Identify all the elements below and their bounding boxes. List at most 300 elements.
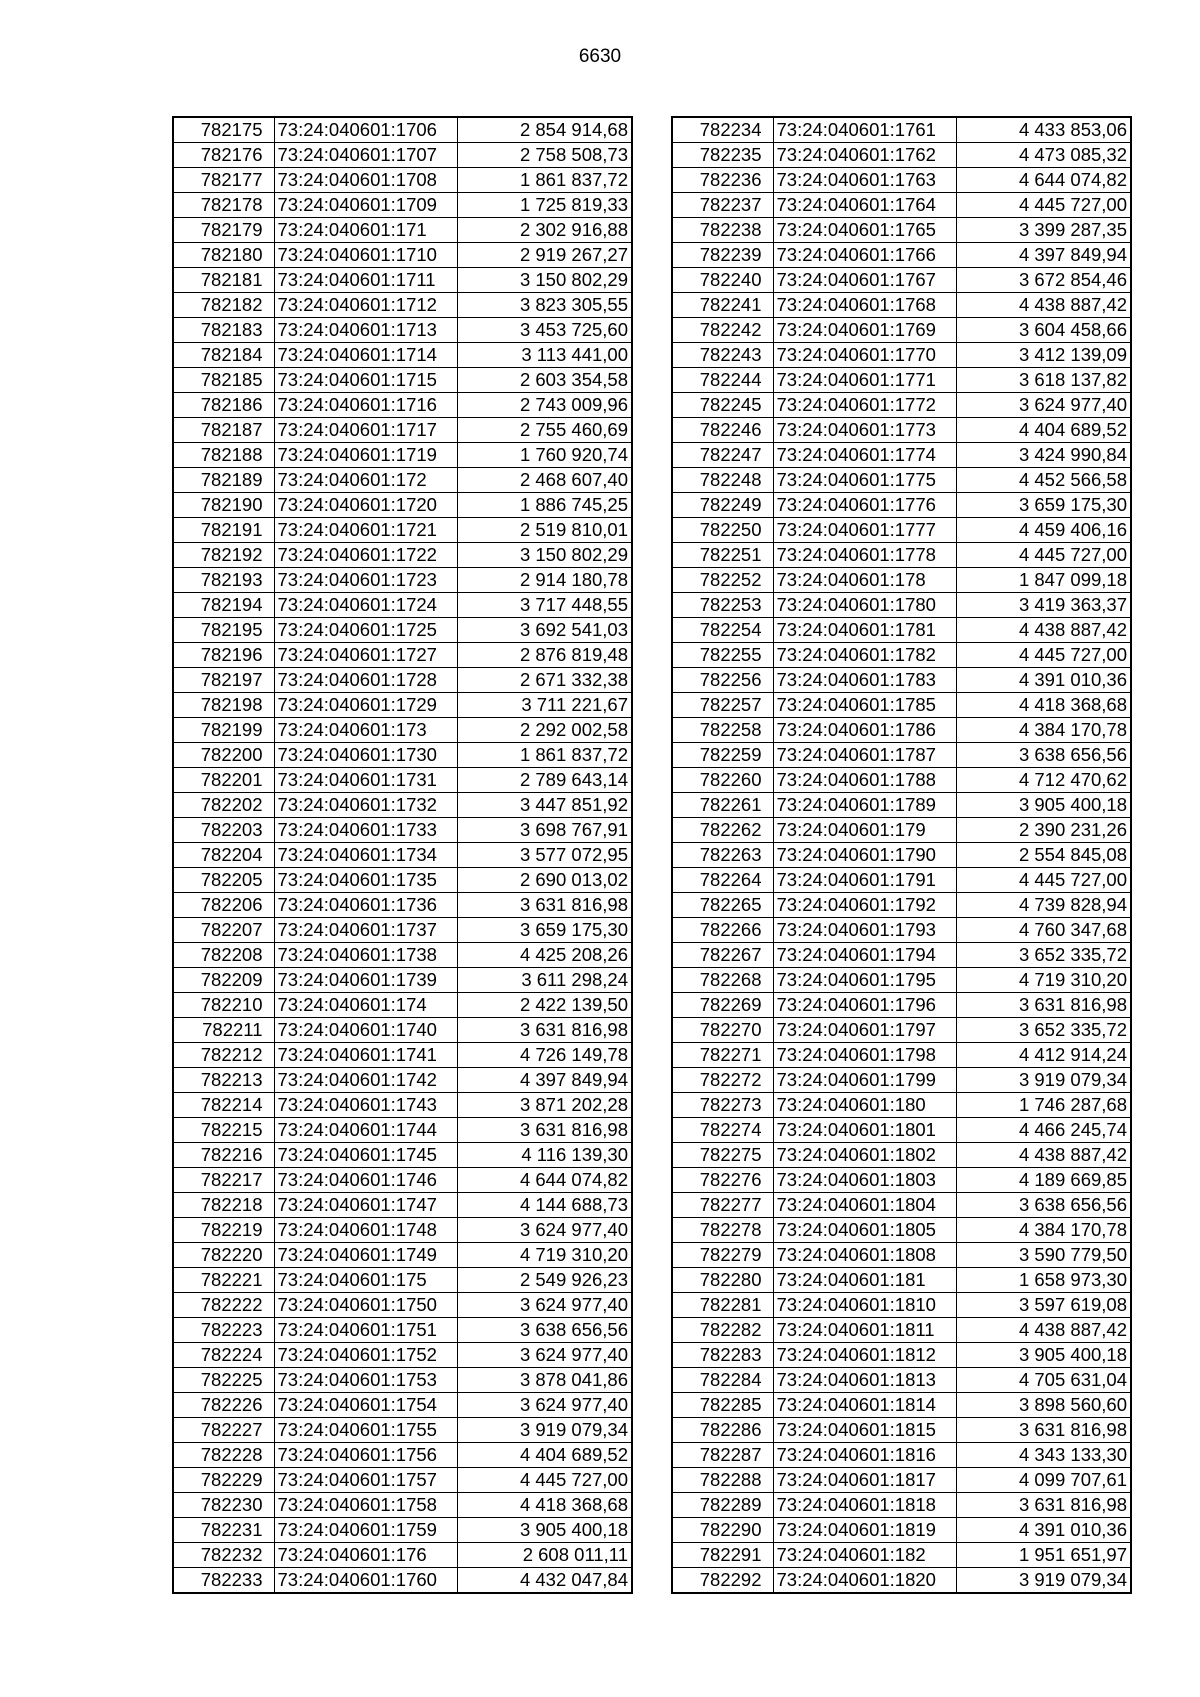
cadastral-number-cell: 73:24:040601:1772	[773, 393, 956, 418]
table-row	[672, 1268, 1131, 1293]
cadastral-number-cell: 73:24:040601:1818	[773, 1493, 956, 1518]
row-number-cell: 782253	[672, 593, 773, 618]
cadastral-number-cell: 73:24:040601:1706	[274, 117, 457, 143]
value-cell: 3 905 400,18	[956, 1343, 1131, 1368]
row-number-cell: 782188	[173, 443, 274, 468]
cadastral-number-cell: 73:24:040601:173	[274, 718, 457, 743]
row-number-cell: 782176	[173, 143, 274, 168]
cadastral-number-cell: 73:24:040601:1732	[274, 793, 457, 818]
value-cell: 2 755 460,69	[457, 418, 632, 443]
row-number-cell: 782233	[173, 1568, 274, 1594]
row-number-cell: 782236	[672, 168, 773, 193]
row-number-cell: 782238	[672, 218, 773, 243]
table-row	[672, 768, 1131, 793]
table-row	[672, 1118, 1131, 1143]
value-cell: 3 631 816,98	[956, 993, 1131, 1018]
table-row	[672, 1568, 1131, 1594]
table-row	[173, 1368, 632, 1393]
value-cell: 3 823 305,55	[457, 293, 632, 318]
row-number-cell: 782198	[173, 693, 274, 718]
value-cell: 4 438 887,42	[956, 1318, 1131, 1343]
table-row	[173, 943, 632, 968]
value-cell: 2 608 011,11	[457, 1543, 632, 1568]
value-cell: 3 624 977,40	[457, 1393, 632, 1418]
cadastral-number-cell: 73:24:040601:1797	[773, 1018, 956, 1043]
table-row	[173, 993, 632, 1018]
row-number-cell: 782240	[672, 268, 773, 293]
cadastral-number-cell: 73:24:040601:179	[773, 818, 956, 843]
value-cell: 4 445 727,00	[457, 1468, 632, 1493]
value-cell: 3 150 802,29	[457, 543, 632, 568]
row-number-cell: 782277	[672, 1193, 773, 1218]
cadastral-number-cell: 73:24:040601:1733	[274, 818, 457, 843]
cadastral-number-cell: 73:24:040601:1799	[773, 1068, 956, 1093]
table-row	[672, 418, 1131, 443]
table-row	[173, 168, 632, 193]
table-row	[672, 568, 1131, 593]
value-cell: 3 399 287,35	[956, 218, 1131, 243]
cadastral-number-cell: 73:24:040601:171	[274, 218, 457, 243]
value-cell: 4 144 688,73	[457, 1193, 632, 1218]
value-cell: 3 631 816,98	[956, 1493, 1131, 1518]
table-row	[672, 1518, 1131, 1543]
row-number-cell: 782195	[173, 618, 274, 643]
row-number-cell: 782200	[173, 743, 274, 768]
table-row	[672, 268, 1131, 293]
cadastral-number-cell: 73:24:040601:1745	[274, 1143, 457, 1168]
row-number-cell: 782265	[672, 893, 773, 918]
value-cell: 4 391 010,36	[956, 668, 1131, 693]
value-cell: 4 712 470,62	[956, 768, 1131, 793]
table-row	[173, 293, 632, 318]
table-row	[173, 1018, 632, 1043]
row-number-cell: 782222	[173, 1293, 274, 1318]
row-number-cell: 782292	[672, 1568, 773, 1594]
cadastral-number-cell: 73:24:040601:1793	[773, 918, 956, 943]
row-number-cell: 782213	[173, 1068, 274, 1093]
value-cell: 3 871 202,28	[457, 1093, 632, 1118]
value-cell: 4 116 139,30	[457, 1143, 632, 1168]
value-cell: 2 671 332,38	[457, 668, 632, 693]
row-number-cell: 782206	[173, 893, 274, 918]
table-row	[672, 693, 1131, 718]
row-number-cell: 782268	[672, 968, 773, 993]
value-cell: 1 847 099,18	[956, 568, 1131, 593]
cadastral-number-cell: 73:24:040601:1781	[773, 618, 956, 643]
table-row	[672, 243, 1131, 268]
table-row	[672, 1318, 1131, 1343]
row-number-cell: 782214	[173, 1093, 274, 1118]
row-number-cell: 782183	[173, 318, 274, 343]
table-row	[173, 218, 632, 243]
value-cell: 4 343 133,30	[956, 1443, 1131, 1468]
cadastral-number-cell: 73:24:040601:1727	[274, 643, 457, 668]
row-number-cell: 782281	[672, 1293, 773, 1318]
value-cell: 2 422 139,50	[457, 993, 632, 1018]
row-number-cell: 782218	[173, 1193, 274, 1218]
table-row	[672, 593, 1131, 618]
cadastral-number-cell: 73:24:040601:1754	[274, 1393, 457, 1418]
table-row	[672, 1143, 1131, 1168]
table-row	[672, 1468, 1131, 1493]
cadastral-number-cell: 73:24:040601:1814	[773, 1393, 956, 1418]
table-row	[173, 743, 632, 768]
cadastral-number-cell: 73:24:040601:1789	[773, 793, 956, 818]
cadastral-number-cell: 73:24:040601:1767	[773, 268, 956, 293]
row-number-cell: 782196	[173, 643, 274, 668]
row-number-cell: 782279	[672, 1243, 773, 1268]
cadastral-number-cell: 73:24:040601:1757	[274, 1468, 457, 1493]
cadastral-number-cell: 73:24:040601:1749	[274, 1243, 457, 1268]
value-cell: 3 631 816,98	[457, 1018, 632, 1043]
cadastral-number-cell: 73:24:040601:1791	[773, 868, 956, 893]
row-number-cell: 782186	[173, 393, 274, 418]
row-number-cell: 782241	[672, 293, 773, 318]
table-row	[173, 1093, 632, 1118]
value-cell: 1 886 745,25	[457, 493, 632, 518]
table-row	[173, 1143, 632, 1168]
row-number-cell: 782250	[672, 518, 773, 543]
cadastral-number-cell: 73:24:040601:1765	[773, 218, 956, 243]
table-row	[672, 518, 1131, 543]
table-row	[672, 618, 1131, 643]
cadastral-number-cell: 73:24:040601:1707	[274, 143, 457, 168]
value-cell: 3 412 139,09	[956, 343, 1131, 368]
row-number-cell: 782244	[672, 368, 773, 393]
table-row	[672, 968, 1131, 993]
table-row	[672, 1493, 1131, 1518]
value-cell: 4 445 727,00	[956, 193, 1131, 218]
table-row	[672, 168, 1131, 193]
row-number-cell: 782256	[672, 668, 773, 693]
table-row	[672, 1443, 1131, 1468]
value-cell: 2 919 267,27	[457, 243, 632, 268]
row-number-cell: 782235	[672, 143, 773, 168]
value-cell: 4 459 406,16	[956, 518, 1131, 543]
value-cell: 3 711 221,67	[457, 693, 632, 718]
value-cell: 4 404 689,52	[956, 418, 1131, 443]
row-number-cell: 782229	[173, 1468, 274, 1493]
row-number-cell: 782286	[672, 1418, 773, 1443]
cadastral-number-cell: 73:24:040601:1741	[274, 1043, 457, 1068]
table-row	[173, 493, 632, 518]
row-number-cell: 782230	[173, 1493, 274, 1518]
value-cell: 2 690 013,02	[457, 868, 632, 893]
value-cell: 4 438 887,42	[956, 1143, 1131, 1168]
table-row	[672, 843, 1131, 868]
row-number-cell: 782189	[173, 468, 274, 493]
row-number-cell: 782264	[672, 868, 773, 893]
cadastral-number-cell: 73:24:040601:1778	[773, 543, 956, 568]
row-number-cell: 782223	[173, 1318, 274, 1343]
value-cell: 4 452 566,58	[956, 468, 1131, 493]
value-cell: 3 919 079,34	[956, 1568, 1131, 1594]
cadastral-number-cell: 73:24:040601:1736	[274, 893, 457, 918]
value-cell: 1 658 973,30	[956, 1268, 1131, 1293]
value-cell: 3 692 541,03	[457, 618, 632, 643]
cadastral-number-cell: 73:24:040601:1753	[274, 1368, 457, 1393]
row-number-cell: 782290	[672, 1518, 773, 1543]
cadastral-number-cell: 73:24:040601:1805	[773, 1218, 956, 1243]
value-cell: 4 384 170,78	[956, 1218, 1131, 1243]
value-cell: 1 861 837,72	[457, 168, 632, 193]
row-number-cell: 782224	[173, 1343, 274, 1368]
cadastral-number-cell: 73:24:040601:1783	[773, 668, 956, 693]
row-number-cell: 782202	[173, 793, 274, 818]
table-row	[173, 1343, 632, 1368]
row-number-cell: 782243	[672, 343, 773, 368]
cadastral-number-cell: 73:24:040601:1769	[773, 318, 956, 343]
table-row	[672, 1218, 1131, 1243]
table-row	[672, 393, 1131, 418]
row-number-cell: 782184	[173, 343, 274, 368]
cadastral-number-cell: 73:24:040601:1782	[773, 643, 956, 668]
cadastral-number-cell: 73:24:040601:1762	[773, 143, 956, 168]
value-cell: 3 618 137,82	[956, 368, 1131, 393]
row-number-cell: 782280	[672, 1268, 773, 1293]
row-number-cell: 782216	[173, 1143, 274, 1168]
table-row	[173, 768, 632, 793]
row-number-cell: 782234	[672, 117, 773, 143]
cadastral-number-cell: 73:24:040601:1759	[274, 1518, 457, 1543]
value-cell: 4 425 208,26	[457, 943, 632, 968]
cadastral-table-left	[172, 116, 633, 1594]
value-cell: 3 577 072,95	[457, 843, 632, 868]
value-cell: 3 150 802,29	[457, 268, 632, 293]
value-cell: 3 624 977,40	[457, 1293, 632, 1318]
table-row	[672, 893, 1131, 918]
value-cell: 3 419 363,37	[956, 593, 1131, 618]
table-row	[173, 468, 632, 493]
value-cell: 2 390 231,26	[956, 818, 1131, 843]
row-number-cell: 782212	[173, 1043, 274, 1068]
row-number-cell: 782227	[173, 1418, 274, 1443]
cadastral-number-cell: 73:24:040601:1816	[773, 1443, 956, 1468]
row-number-cell: 782251	[672, 543, 773, 568]
value-cell: 1 760 920,74	[457, 443, 632, 468]
cadastral-number-cell: 73:24:040601:1756	[274, 1443, 457, 1468]
row-number-cell: 782248	[672, 468, 773, 493]
value-cell: 2 854 914,68	[457, 117, 632, 143]
row-number-cell: 782178	[173, 193, 274, 218]
row-number-cell: 782219	[173, 1218, 274, 1243]
value-cell: 4 418 368,68	[457, 1493, 632, 1518]
value-cell: 4 719 310,20	[457, 1243, 632, 1268]
value-cell: 3 624 977,40	[457, 1343, 632, 1368]
table-row	[672, 543, 1131, 568]
table-row	[173, 143, 632, 168]
row-number-cell: 782285	[672, 1393, 773, 1418]
row-number-cell: 782288	[672, 1468, 773, 1493]
table-row	[672, 643, 1131, 668]
row-number-cell: 782273	[672, 1093, 773, 1118]
table-row	[173, 443, 632, 468]
cadastral-number-cell: 73:24:040601:172	[274, 468, 457, 493]
row-number-cell: 782193	[173, 568, 274, 593]
value-cell: 3 631 816,98	[457, 1118, 632, 1143]
cadastral-number-cell: 73:24:040601:1795	[773, 968, 956, 993]
value-cell: 3 717 448,55	[457, 593, 632, 618]
row-number-cell: 782197	[173, 668, 274, 693]
row-number-cell: 782191	[173, 518, 274, 543]
table-row	[672, 368, 1131, 393]
cadastral-number-cell: 73:24:040601:176	[274, 1543, 457, 1568]
cadastral-number-cell: 73:24:040601:1747	[274, 1193, 457, 1218]
row-number-cell: 782259	[672, 743, 773, 768]
table-row	[173, 868, 632, 893]
value-cell: 3 638 656,56	[956, 1193, 1131, 1218]
value-cell: 2 743 009,96	[457, 393, 632, 418]
value-cell: 3 905 400,18	[956, 793, 1131, 818]
value-cell: 2 603 354,58	[457, 368, 632, 393]
table-row	[672, 868, 1131, 893]
cadastral-number-cell: 73:24:040601:1810	[773, 1293, 956, 1318]
row-number-cell: 782181	[173, 268, 274, 293]
cadastral-number-cell: 73:24:040601:1728	[274, 668, 457, 693]
cadastral-number-cell: 73:24:040601:1735	[274, 868, 457, 893]
cadastral-number-cell: 73:24:040601:1786	[773, 718, 956, 743]
table-row	[173, 643, 632, 668]
cadastral-number-cell: 73:24:040601:1796	[773, 993, 956, 1018]
cadastral-number-cell: 73:24:040601:1771	[773, 368, 956, 393]
table-row	[672, 143, 1131, 168]
row-number-cell: 782262	[672, 818, 773, 843]
value-cell: 3 424 990,84	[956, 443, 1131, 468]
value-cell: 4 412 914,24	[956, 1043, 1131, 1068]
table-row	[173, 1243, 632, 1268]
cadastral-number-cell: 73:24:040601:1792	[773, 893, 956, 918]
table-row	[672, 493, 1131, 518]
value-cell: 4 189 669,85	[956, 1168, 1131, 1193]
cadastral-number-cell: 73:24:040601:1751	[274, 1318, 457, 1343]
row-number-cell: 782255	[672, 643, 773, 668]
cadastral-number-cell: 73:24:040601:178	[773, 568, 956, 593]
row-number-cell: 782217	[173, 1168, 274, 1193]
value-cell: 3 624 977,40	[457, 1218, 632, 1243]
cadastral-number-cell: 73:24:040601:1794	[773, 943, 956, 968]
cadastral-number-cell: 73:24:040601:1755	[274, 1418, 457, 1443]
table-row	[173, 418, 632, 443]
row-number-cell: 782237	[672, 193, 773, 218]
cadastral-number-cell: 73:24:040601:1746	[274, 1168, 457, 1193]
row-number-cell: 782282	[672, 1318, 773, 1343]
row-number-cell: 782249	[672, 493, 773, 518]
row-number-cell: 782211	[173, 1018, 274, 1043]
cadastral-number-cell: 73:24:040601:1740	[274, 1018, 457, 1043]
value-cell: 3 624 977,40	[956, 393, 1131, 418]
table-row	[173, 268, 632, 293]
cadastral-number-cell: 73:24:040601:1780	[773, 593, 956, 618]
table-row	[672, 1368, 1131, 1393]
table-row	[173, 1568, 632, 1594]
cadastral-number-cell: 73:24:040601:1787	[773, 743, 956, 768]
value-cell: 4 384 170,78	[956, 718, 1131, 743]
cadastral-number-cell: 73:24:040601:1739	[274, 968, 457, 993]
cadastral-number-cell: 73:24:040601:1775	[773, 468, 956, 493]
row-number-cell: 782175	[173, 117, 274, 143]
cadastral-number-cell: 73:24:040601:1716	[274, 393, 457, 418]
cadastral-number-cell: 73:24:040601:1717	[274, 418, 457, 443]
row-number-cell: 782263	[672, 843, 773, 868]
cadastral-number-cell: 73:24:040601:1785	[773, 693, 956, 718]
table-row	[173, 1418, 632, 1443]
cadastral-number-cell: 73:24:040601:1713	[274, 318, 457, 343]
value-cell: 3 905 400,18	[457, 1518, 632, 1543]
row-number-cell: 782205	[173, 868, 274, 893]
value-cell: 2 549 926,23	[457, 1268, 632, 1293]
value-cell: 3 597 619,08	[956, 1293, 1131, 1318]
value-cell: 3 698 767,91	[457, 818, 632, 843]
row-number-cell: 782203	[173, 818, 274, 843]
value-cell: 3 672 854,46	[956, 268, 1131, 293]
row-number-cell: 782239	[672, 243, 773, 268]
row-number-cell: 782254	[672, 618, 773, 643]
row-number-cell: 782283	[672, 1343, 773, 1368]
value-cell: 3 919 079,34	[956, 1068, 1131, 1093]
cadastral-number-cell: 73:24:040601:174	[274, 993, 457, 1018]
cadastral-number-cell: 73:24:040601:182	[773, 1543, 956, 1568]
cadastral-number-cell: 73:24:040601:1708	[274, 168, 457, 193]
value-cell: 4 719 310,20	[956, 968, 1131, 993]
value-cell: 2 554 845,08	[956, 843, 1131, 868]
row-number-cell: 782194	[173, 593, 274, 618]
value-cell: 3 652 335,72	[956, 1018, 1131, 1043]
row-number-cell: 782225	[173, 1368, 274, 1393]
cadastral-number-cell: 73:24:040601:1776	[773, 493, 956, 518]
table-row	[672, 1093, 1131, 1118]
cadastral-number-cell: 73:24:040601:1750	[274, 1293, 457, 1318]
cadastral-number-cell: 73:24:040601:1721	[274, 518, 457, 543]
row-number-cell: 782210	[173, 993, 274, 1018]
table-row	[173, 1393, 632, 1418]
row-number-cell: 782272	[672, 1068, 773, 1093]
cadastral-number-cell: 73:24:040601:1801	[773, 1118, 956, 1143]
row-number-cell: 782199	[173, 718, 274, 743]
table-row	[672, 1068, 1131, 1093]
table-row	[672, 993, 1131, 1018]
cadastral-number-cell: 73:24:040601:1712	[274, 293, 457, 318]
cadastral-number-cell: 73:24:040601:1774	[773, 443, 956, 468]
row-number-cell: 782289	[672, 1493, 773, 1518]
cadastral-number-cell: 73:24:040601:1812	[773, 1343, 956, 1368]
value-cell: 4 438 887,42	[956, 293, 1131, 318]
table-row	[173, 368, 632, 393]
table-row	[173, 343, 632, 368]
page-number: 6630	[578, 46, 622, 67]
table-row	[672, 218, 1131, 243]
cadastral-number-cell: 73:24:040601:1744	[274, 1118, 457, 1143]
table-row	[173, 243, 632, 268]
cadastral-number-cell: 73:24:040601:1804	[773, 1193, 956, 1218]
value-cell: 2 914 180,78	[457, 568, 632, 593]
cadastral-number-cell: 73:24:040601:1777	[773, 518, 956, 543]
table-row	[672, 1343, 1131, 1368]
table-row	[173, 718, 632, 743]
value-cell: 4 466 245,74	[956, 1118, 1131, 1143]
cadastral-number-cell: 73:24:040601:1770	[773, 343, 956, 368]
table-row	[672, 918, 1131, 943]
row-number-cell: 782271	[672, 1043, 773, 1068]
value-cell: 4 705 631,04	[956, 1368, 1131, 1393]
table-row	[672, 1193, 1131, 1218]
value-cell: 4 099 707,61	[956, 1468, 1131, 1493]
table-row	[672, 1543, 1131, 1568]
row-number-cell: 782201	[173, 768, 274, 793]
row-number-cell: 782260	[672, 768, 773, 793]
value-cell: 3 919 079,34	[457, 1418, 632, 1443]
table-row	[173, 1518, 632, 1543]
cadastral-number-cell: 73:24:040601:1817	[773, 1468, 956, 1493]
